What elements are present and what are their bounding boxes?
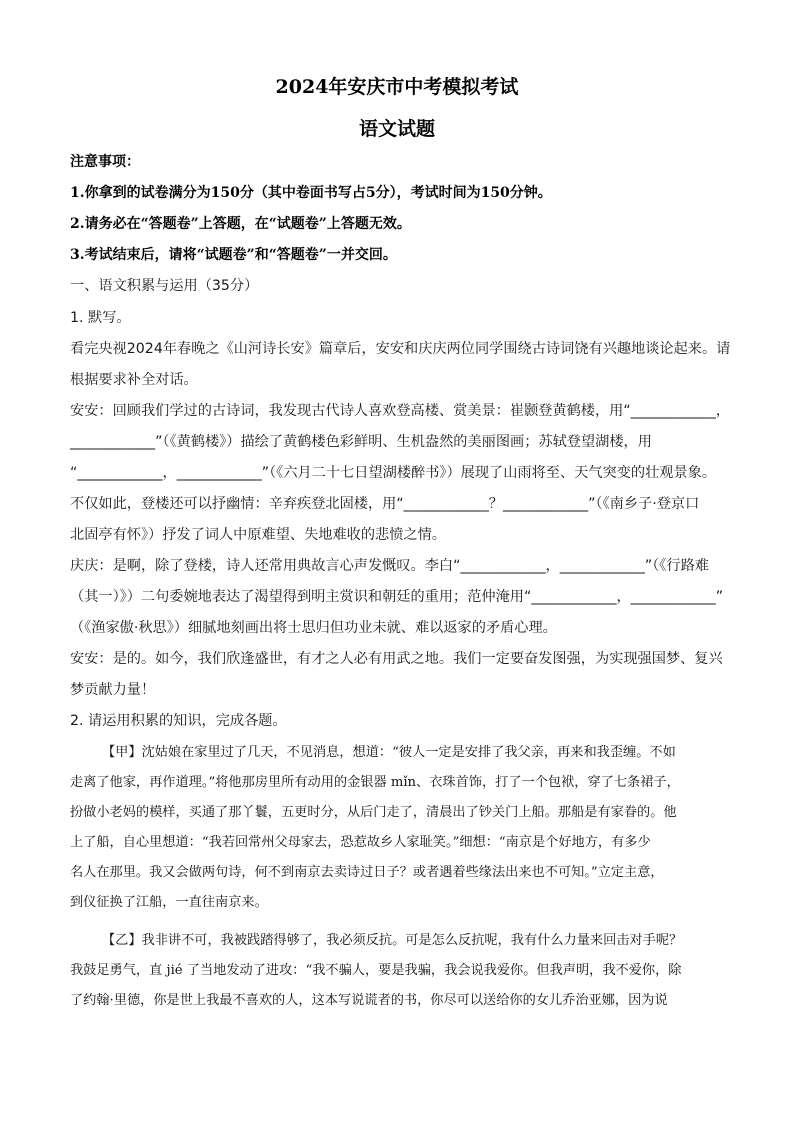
passage-yi-line: 【乙】我非讲不可，我被践踏得够了，我必须反抗。可是怎么反抗呢，我有什么力量来回击对手呢？	[102, 933, 683, 948]
passage-jia-line: 【甲】沈姑娘在家里过了几天，不见消息，想道：“彼人一定是安排了我父亲，再来和我歪缠。不如	[102, 745, 676, 760]
passage-jia-line: 到仪征换了江船，一直往南京来。	[70, 895, 268, 910]
section-heading: 一、语文积累与运用（35分）	[70, 278, 259, 294]
q1-line: ____________”（《黄鹤楼》）描绘了黄鹤楼色彩鲜明、生机盎然的美丽图画；苏轼登望湖楼，用	[70, 434, 652, 450]
question-1-label: 1. 默写。	[70, 310, 131, 326]
notice-item-3: 3.考试结束后，请将“试题卷”和“答题卷”一并交回。	[70, 247, 397, 263]
exam-title: 2024年安庆市中考模拟考试	[275, 76, 519, 98]
q1-line: 北固亭有怀》）抒发了词人中原难望、失地难收的悲愤之情。	[70, 527, 446, 543]
passage-jia-line: 上了船，自心里想道：“我若回常州父母家去，恐惹故乡人家耻笑。”细想：“南京是个好地方，有多少	[70, 835, 651, 850]
exam-subject-title: 语文试题	[358, 118, 435, 140]
question-2-label: 2. 请运用积累的知识，完成各题。	[70, 713, 287, 729]
passage-yi-line: 了约翰·里德，你是世上我最不喜欢的人，这本写说谎者的书，你尽可以送给你的女儿乔治亚娜，因为说	[70, 993, 668, 1008]
q1-line: 庆庆：是啊，除了登楼，诗人还常用典故言心声发慨叹。李白“____________，____________”（《行路难	[70, 558, 709, 574]
q1-line: “____________，____________”（《六月二十七日望湖楼醉书》）展现了山雨将至、天气突变的壮观景象。	[70, 465, 717, 481]
q1-line: 不仅如此，登楼还可以抒幽情：辛弃疾登北固楼，用“____________？____________”（《南乡子·登京口	[70, 496, 700, 512]
q1-line: 安安：是的。如今，我们欣逢盛世，有才之人必有用武之地。我们一定要奋发图强，为实现强国梦、复兴	[70, 651, 723, 667]
q1-line: 安安：回顾我们学过的古诗词，我发现古代诗人喜欢登高楼、赏美景：崔颢登黄鹤楼，用“____________，	[70, 403, 730, 419]
notice-heading: 注意事项：	[70, 154, 140, 170]
passage-jia-line: 扮做小老妈的模样，买通了那丫鬟，五更时分，从后门走了，清晨出了钞关门上船。那船是有家眷的。他	[70, 805, 677, 820]
q1-line: 梦贡献力量！	[70, 682, 156, 698]
q1-line: （其一）》）二句委婉地表达了渴望得到明主赏识和朝廷的重用；范仲淹用“____________，____________”	[70, 589, 724, 605]
notice-item-2: 2.请务必在“答题卷”上答题，在“试题卷”上答题无效。	[70, 216, 411, 232]
passage-yi-line: 我鼓足勇气，直 jié 了当地发动了进攻：“我不骗人，要是我骗，我会说我爱你。但我声明，我不爱你，除	[70, 963, 682, 978]
notice-item-1: 1.你拿到的试卷满分为150分（其中卷面书写占5分），考试时间为150分钟。	[70, 185, 552, 201]
q1-line: 根据要求补全对话。	[70, 372, 198, 388]
q1-line: （《渔家傲·秋思》）细腻地刻画出将士思归但功业未就、难以返家的矛盾心理。	[70, 620, 557, 636]
q1-line: 看完央视2024年春晚之《山河诗长安》篇章后，安安和庆庆两位同学围绕古诗词饶有兴趣地谈论起来。请	[70, 341, 731, 357]
passage-jia-line: 走离了他家，再作道理。”将他那房里所有动用的金银器 mǐn、衣珠首饰，打了一个包袱，穿了七条裙子，	[70, 775, 680, 790]
passage-jia-line: 名人在那里。我又会做两句诗，何不到南京去卖诗过日子？或者遇着些缘法出来也不可知。”立定主意，	[70, 865, 664, 880]
